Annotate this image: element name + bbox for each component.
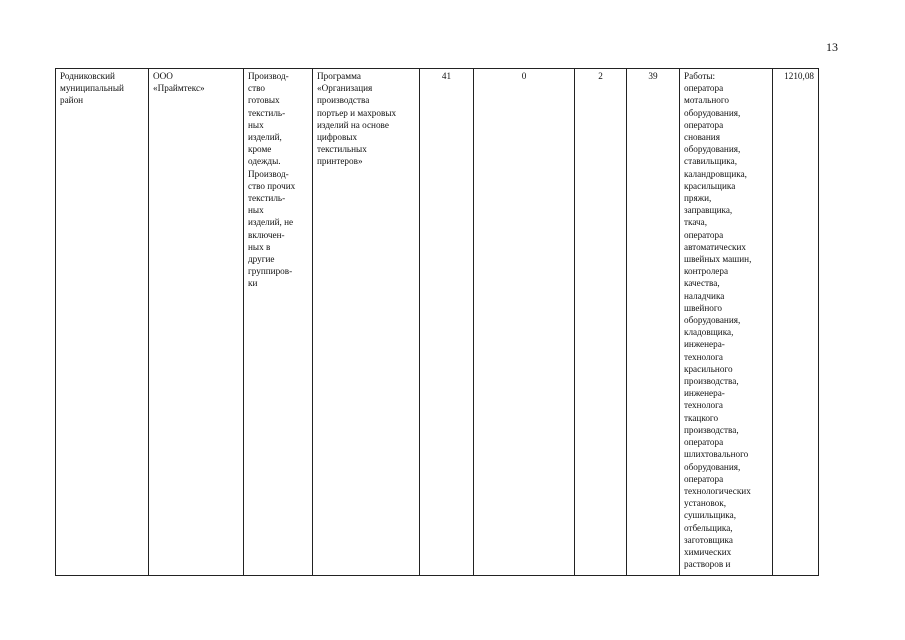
text-line: муниципальный <box>60 83 124 94</box>
text-line: ных в <box>248 241 271 252</box>
text-line: пряжи, <box>684 193 712 204</box>
text-line: технолога <box>684 400 723 411</box>
text-line: изделий, не <box>248 217 294 228</box>
text-line: оборудования, <box>684 315 741 326</box>
text-line: технолога <box>684 351 723 362</box>
text-line: ткача, <box>684 217 708 228</box>
text-line: оборудования, <box>684 144 741 155</box>
text-line: «Организация <box>317 83 373 94</box>
text-line: ство <box>248 83 265 94</box>
text-line: красильного <box>684 363 733 374</box>
text-line: растворов и <box>684 559 731 570</box>
text-line: красильщика <box>684 180 736 191</box>
text-line: Производ- <box>248 168 289 179</box>
text-line: одежды. <box>248 156 281 167</box>
text-line: Родниковский <box>60 71 115 81</box>
text-line: наладчика <box>684 290 725 301</box>
text-line: ных <box>248 205 264 216</box>
jobs-cell <box>680 69 773 576</box>
text-line: шлихтовального <box>684 449 749 460</box>
value-cell-6: 0 <box>474 69 575 576</box>
text-line: снования <box>684 132 720 143</box>
text-line: инженера- <box>684 388 725 399</box>
text-line: оборудования, <box>684 107 741 118</box>
text-line: изделий на основе <box>317 119 389 130</box>
text-line: производства, <box>684 424 739 435</box>
text-line: изделий, <box>248 132 282 143</box>
text-line: кладовщика, <box>684 327 734 338</box>
data-table <box>55 68 819 576</box>
text-line: ство прочих <box>248 180 296 191</box>
text-line: принтеров» <box>317 156 363 167</box>
text-line: отбельщика, <box>684 522 733 533</box>
text-line: контролера <box>684 266 729 277</box>
text-line: Программа <box>317 71 361 81</box>
text-line: Производ- <box>248 71 289 81</box>
program-cell <box>313 69 420 576</box>
text-line: оператора <box>684 83 724 94</box>
text-line: качества, <box>684 278 720 289</box>
text-line: оператора <box>684 229 724 240</box>
text-line: мотального <box>684 95 729 106</box>
text-line: ных <box>248 119 264 130</box>
text-line: текстиль- <box>248 107 286 118</box>
activity-cell <box>244 69 313 576</box>
text-line: автоматических <box>684 241 747 252</box>
district-cell <box>56 69 149 576</box>
table-row <box>56 69 819 576</box>
text-line: кроме <box>248 144 272 155</box>
text-line: цифровых <box>317 132 358 143</box>
text-line: оборудования, <box>684 461 741 472</box>
text-line: производства, <box>684 376 739 387</box>
text-line: производства <box>317 95 370 106</box>
text-line: ООО <box>153 71 173 81</box>
text-line: каландровщика, <box>684 168 747 179</box>
value-cell-7: 2 <box>575 69 627 576</box>
value-cell-5: 41 <box>420 69 474 576</box>
text-line: готовых <box>248 95 280 106</box>
text-line: швейного <box>684 302 722 313</box>
text-line: район <box>60 95 84 106</box>
text-line: включен- <box>248 229 285 240</box>
text-line: технологических <box>684 485 751 496</box>
text-line: инженера- <box>684 339 725 350</box>
text-line: заправщика, <box>684 205 733 216</box>
text-line: оператора <box>684 119 724 130</box>
text-line: установок, <box>684 498 727 509</box>
text-line: ткацкого <box>684 412 719 423</box>
text-line: химических <box>684 546 732 557</box>
text-line: ставильщика, <box>684 156 738 167</box>
text-line: сушильщика, <box>684 510 737 521</box>
text-line: группиров- <box>248 266 293 277</box>
text-line: «Праймтекс» <box>153 83 205 94</box>
text-line: оператора <box>684 473 724 484</box>
text-line: текстильных <box>317 144 367 155</box>
text-line: оператора <box>684 437 724 448</box>
company-cell <box>149 69 244 576</box>
amount-cell: 1210,08 <box>773 69 819 576</box>
text-line: портьер и махровых <box>317 107 397 118</box>
text-line: заготовщика <box>684 534 733 545</box>
value-cell-8: 39 <box>627 69 680 576</box>
page-number: 13 <box>826 40 838 54</box>
text-line: ки <box>248 278 258 289</box>
text-line: Работы: <box>684 71 716 81</box>
text-line: другие <box>248 254 275 265</box>
text-line: текстиль- <box>248 193 286 204</box>
text-line: швейных машин, <box>684 254 752 265</box>
